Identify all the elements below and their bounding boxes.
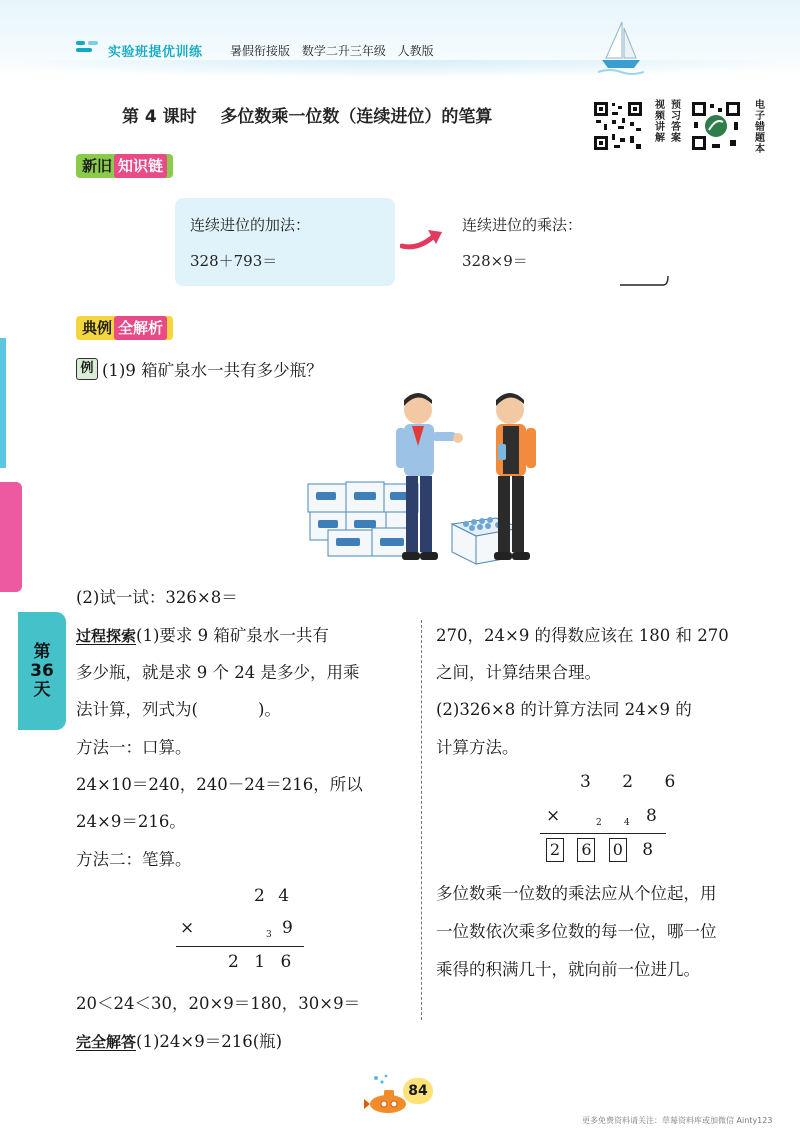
example-question-1: (1)9 箱矿泉水一共有多少瓶？	[102, 361, 323, 380]
calc2-result-box-1: 2	[546, 838, 564, 862]
calc2-carry-2: 4	[624, 818, 630, 828]
process-para-line1	[76, 622, 329, 646]
calc1-carry: 3	[266, 930, 272, 940]
example-badge: 例	[76, 358, 98, 380]
method2-title: 方法二：笔算。	[76, 850, 192, 869]
answer-text: (1)24×9＝216(瓶)	[136, 1032, 283, 1051]
brand-name: 实验班提优训练	[108, 45, 203, 60]
right-line1: 270，24×9 的得数应该在 180 和 270	[436, 626, 729, 645]
arrow-right-icon	[400, 226, 444, 252]
calc2-multiplier: 8	[646, 806, 657, 826]
rule-line2: 一位数依次乘多位数的每一位，哪一位	[436, 922, 717, 941]
answer-line	[618, 272, 670, 288]
footer-note: 更多免费资料请关注：草莓资料库或加微信 Ainty123	[582, 1116, 773, 1125]
day-tab	[18, 612, 66, 730]
page-number: 84	[403, 1078, 433, 1104]
process-para-line2: 多少瓶，就是求 9 个 24 是多少，用乘	[76, 663, 360, 682]
calc2-result	[546, 838, 653, 862]
link-left-expr: 328＋793＝	[190, 252, 278, 270]
calc2-rule	[540, 833, 666, 834]
answer-line-row	[76, 1028, 282, 1052]
calc2-result-box-3: 0	[609, 838, 627, 862]
calc2-carry-1: 2	[596, 818, 602, 828]
lesson-title: 第 4 课时 多位数乘一位数（连续进位）的笔算	[122, 107, 493, 127]
qr-label-video: 视频讲解	[655, 100, 665, 144]
link-box-addition	[175, 198, 395, 286]
process-label: 过程探索	[76, 627, 137, 645]
edition-info: 暑假衔接版 数学二升三年级 人教版	[230, 44, 434, 58]
section-tag-part2: 全解析	[114, 316, 167, 340]
process-line3-a: 法计算，列式为(	[76, 700, 198, 719]
right-line4: 计算方法。	[436, 738, 519, 757]
link-right-title: 连续进位的乘法：	[462, 216, 583, 234]
day-tab-line1: 第	[33, 641, 51, 662]
answer-label: 完全解答	[76, 1033, 137, 1051]
sailboat-icon	[598, 18, 644, 76]
method1-title: 方法一：口算。	[76, 738, 192, 757]
day-tab-line2: 36	[30, 660, 54, 681]
header-wave	[0, 60, 800, 78]
qr-code-mistakes-icon[interactable]	[690, 100, 742, 152]
method1-line1: 24×10＝240，240－24＝216，所以	[76, 775, 363, 794]
right-line2: 之间，计算结果合理。	[436, 663, 601, 682]
process-para-line3	[76, 696, 281, 720]
link-right-expr: 328×9＝	[462, 252, 528, 270]
link-left-title: 连续进位的加法：	[190, 216, 311, 234]
side-marker-cyan	[0, 338, 6, 468]
calc1-result: 2 1 6	[228, 952, 297, 972]
qr-code-video-icon[interactable]	[592, 100, 644, 152]
section-tag-knowledge-link	[76, 154, 173, 178]
boy-right	[494, 393, 536, 560]
illustration-boys-water-boxes	[300, 388, 550, 574]
brand-logo-icon	[74, 38, 102, 58]
water-boxes-left	[308, 482, 418, 556]
calc1-operator: ×	[180, 918, 195, 938]
range-line: 20＜24＜30，20×9＝180，30×9＝	[76, 994, 361, 1013]
method1-line2: 24×9＝216。	[76, 812, 186, 831]
process-line3-b: )。	[257, 700, 281, 719]
process-line1-text: (1)要求 9 箱矿泉水一共有	[136, 626, 329, 645]
qr-label-mistakes: 电子错题本	[755, 100, 765, 155]
calc2-top: 3 2 6	[580, 772, 689, 792]
calc2-result-last: 8	[642, 840, 654, 860]
section-tag-example	[76, 316, 173, 340]
calc1-top: 2 4	[254, 886, 294, 906]
section-tag-part1: 典例	[82, 319, 113, 337]
example-question-2: (2)试一试：326×8＝	[76, 588, 238, 607]
rule-line1: 多位数乘一位数的乘法应从个位起，用	[436, 884, 717, 903]
day-tab-line3: 天	[33, 679, 51, 700]
right-line3: (2)326×8 的计算方法同 24×9 的	[436, 700, 692, 719]
section-tag-part1: 新旧	[82, 157, 113, 175]
section-tag-part2: 知识链	[114, 154, 167, 178]
column-divider	[421, 620, 422, 1020]
calc2-result-box-2: 6	[577, 838, 595, 862]
calc1-rule	[176, 946, 304, 947]
rule-line3: 乘得的积满几十，就向前一位进几。	[436, 960, 700, 979]
calc2-operator: ×	[546, 806, 561, 826]
qr-label-preview: 预习答案	[671, 100, 681, 144]
calc1-multiplier: 9	[282, 918, 293, 938]
side-marker-pink	[0, 482, 22, 592]
